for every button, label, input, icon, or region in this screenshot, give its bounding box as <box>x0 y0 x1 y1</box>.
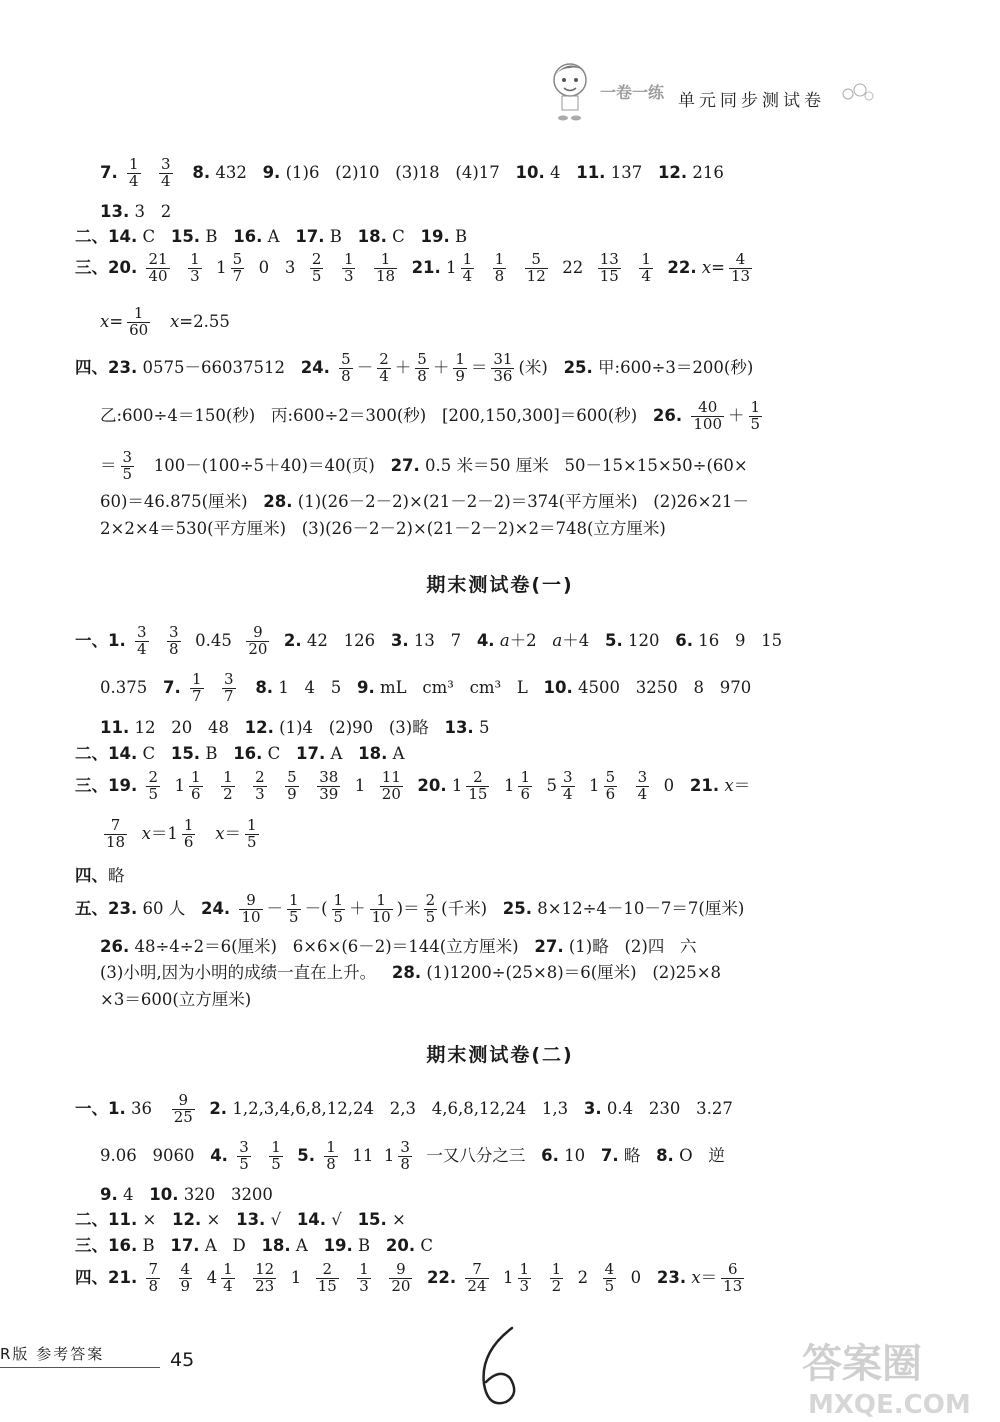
answer-line: $\frac{7}{18}$ x＝1 $\frac{1}{6}$ x＝ $\frac{1}{5}$ <box>106 816 257 851</box>
answer-line: 二、14. C 15. B 16. C 17. A 18. A <box>75 744 405 763</box>
answer-line: 三、20. $\frac{21}{40}$ $\frac{1}{3}$ 1 $\frac{5}{7}$ 0 3 $\frac{2}{5}$ $\frac{1}{3}$ $\frac{1}{18}$ 21. 1 $\frac{1}{4}$ $\frac{1}{8}$ $\frac{5}{12}$ 22 $\frac{13}{15}$ $\frac{1}{4}$ 22. x= $\frac{4}{13}$ <box>75 250 751 285</box>
answer-line: 11. 12 20 48 12. (1)4 (2)90 (3)略 13. 5 <box>100 718 490 737</box>
mascot-icon <box>548 58 596 124</box>
answer-line: 一、1. $\frac{3}{4}$ $\frac{3}{8}$ 0.45 $\frac{9}{20}$ 2. 42 126 3. 13 7 4. a＋2 a＋4 5. 120 6. 16 9 15 <box>75 623 783 658</box>
flower-decoration-icon <box>840 80 874 104</box>
answer-line: 三、19. $\frac{2}{5}$ 1 $\frac{1}{6}$ $\frac{1}{2}$ $\frac{2}{3}$ $\frac{5}{9}$ $\frac{38}{39}$ 1 $\frac{11}{20}$ 20. 1 $\frac{2}{15}$ 1 $\frac{1}{6}$ 5 $\frac{3}{4}$ 1 $\frac{5}{6}$ $\frac{3}{4}$ 0 21. x＝ <box>75 768 751 803</box>
section-title-final-1: 期末测试卷(一) <box>426 574 574 596</box>
watermark-line2: MXQE.COM <box>808 1390 971 1420</box>
answer-line: 9. 4 10. 320 3200 <box>100 1185 273 1204</box>
answer-line: 二、14. C 15. B 16. A 17. B 18. C 19. B <box>75 227 468 246</box>
handwritten-mark <box>470 1322 530 1414</box>
answer-line: 9.06 9060 4. $\frac{3}{5}$ $\frac{1}{5}$ 5. $\frac{1}{8}$ 11 1 $\frac{3}{8}$ 一又八分之三 6. 10 7. 略 8. O 逆 <box>100 1138 725 1173</box>
page-footer <box>0 1325 210 1385</box>
page-number: 45 <box>170 1349 195 1371</box>
footer-rule <box>0 1367 160 1368</box>
answer-line: 二、11. × 12. × 13. √ 14. √ 15. × <box>75 1210 406 1229</box>
answer-line: 五、23. 60 人 24. $\frac{9}{10}$ － $\frac{1}{5}$ －( $\frac{1}{5}$ ＋ $\frac{1}{10}$ )＝ $\frac{2}{5}$ (千米) 25. 8×12÷4－10－7＝7(厘米) <box>75 891 745 926</box>
watermark-logo <box>796 1325 986 1420</box>
answer-line: ＝ $\frac{3}{5}$ 100－(100÷5＋40)＝40(页) 27. 0.5 米＝50 厘米 50－15×15×50÷(60× <box>100 448 748 483</box>
answer-line: 四、21. $\frac{7}{8}$ $\frac{4}{9}$ 4 $\frac{1}{4}$ $\frac{12}{23}$ 1 $\frac{2}{15}$ $\frac{1}{3}$ $\frac{9}{20}$ 22. $\frac{7}{24}$ 1 $\frac{1}{3}$ $\frac{1}{2}$ 2 $\frac{4}{5}$ 0 23. x＝ $\frac{6}{13}$ <box>75 1260 743 1295</box>
answer-line: (3)小明,因为小明的成绩一直在上升。 28. (1)1200÷(25×8)＝6(厘米) (2)25×8 <box>100 963 722 982</box>
answer-line: 60)＝46.875(厘米) 28. (1)(26－2－2)×(21－2－2)＝374(平方厘米) (2)26×21－ <box>100 492 749 511</box>
answer-line: 26. 48÷4÷2＝6(厘米) 6×6×(6－2)＝144(立方厘米) 27. (1)略 (2)四 六 <box>100 937 697 956</box>
answer-line: 三、16. B 17. A D 18. A 19. B 20. C <box>75 1236 434 1255</box>
edition-label: R版 参考答案 <box>0 1345 105 1363</box>
watermark-line1: 答案圈 <box>802 1341 922 1387</box>
answer-line: 13. 3 2 <box>100 202 172 221</box>
answer-line: 乙:600÷4＝150(秒) 丙:600÷2＝300(秒) [200,150,300]＝600(秒) 26. $\frac{40}{100}$ ＋ $\frac{1}{5}$ <box>100 398 761 433</box>
answer-line: 7. $\frac{1}{4}$ $\frac{3}{4}$ 8. 432 9. (1)6 (2)10 (3)18 (4)17 10. 4 11. 137 12. 216 <box>100 155 724 190</box>
section-title-final-2: 期末测试卷(二) <box>426 1044 574 1066</box>
answer-line: ×3＝600(立方厘米) <box>100 990 252 1009</box>
series-title: 单元同步测试卷 <box>678 91 825 111</box>
answer-line: 四、23. 0575－66037512 24. $\frac{5}{8}$ － $\frac{2}{4}$ ＋ $\frac{5}{8}$ ＋ $\frac{1}{9}$ ＝ $\frac{31}{36}$ (米) 25. 甲:600÷3＝200(秒) <box>75 350 754 385</box>
answer-line: 2×2×4＝530(平方厘米) (3)(26－2－2)×(21－2－2)×2＝748(立方厘米) <box>100 519 666 538</box>
answer-line: 四、略 <box>75 866 125 885</box>
answer-line: x= $\frac{1}{60}$ x=2.55 <box>100 304 230 339</box>
page-header <box>548 58 878 128</box>
brand-name: 一卷一练 <box>600 83 665 102</box>
answer-line: 0.375 7. $\frac{1}{7}$ $\frac{3}{7}$ 8. 1 4 5 9. mL cm³ cm³ L 10. 4500 3250 8 970 <box>100 670 752 705</box>
answer-line: 一、1. 36 $\frac{9}{25}$ 2. 1,2,3,4,6,8,12,24 2,3 4,6,8,12,24 1,3 3. 0.4 230 3.27 <box>75 1091 733 1126</box>
